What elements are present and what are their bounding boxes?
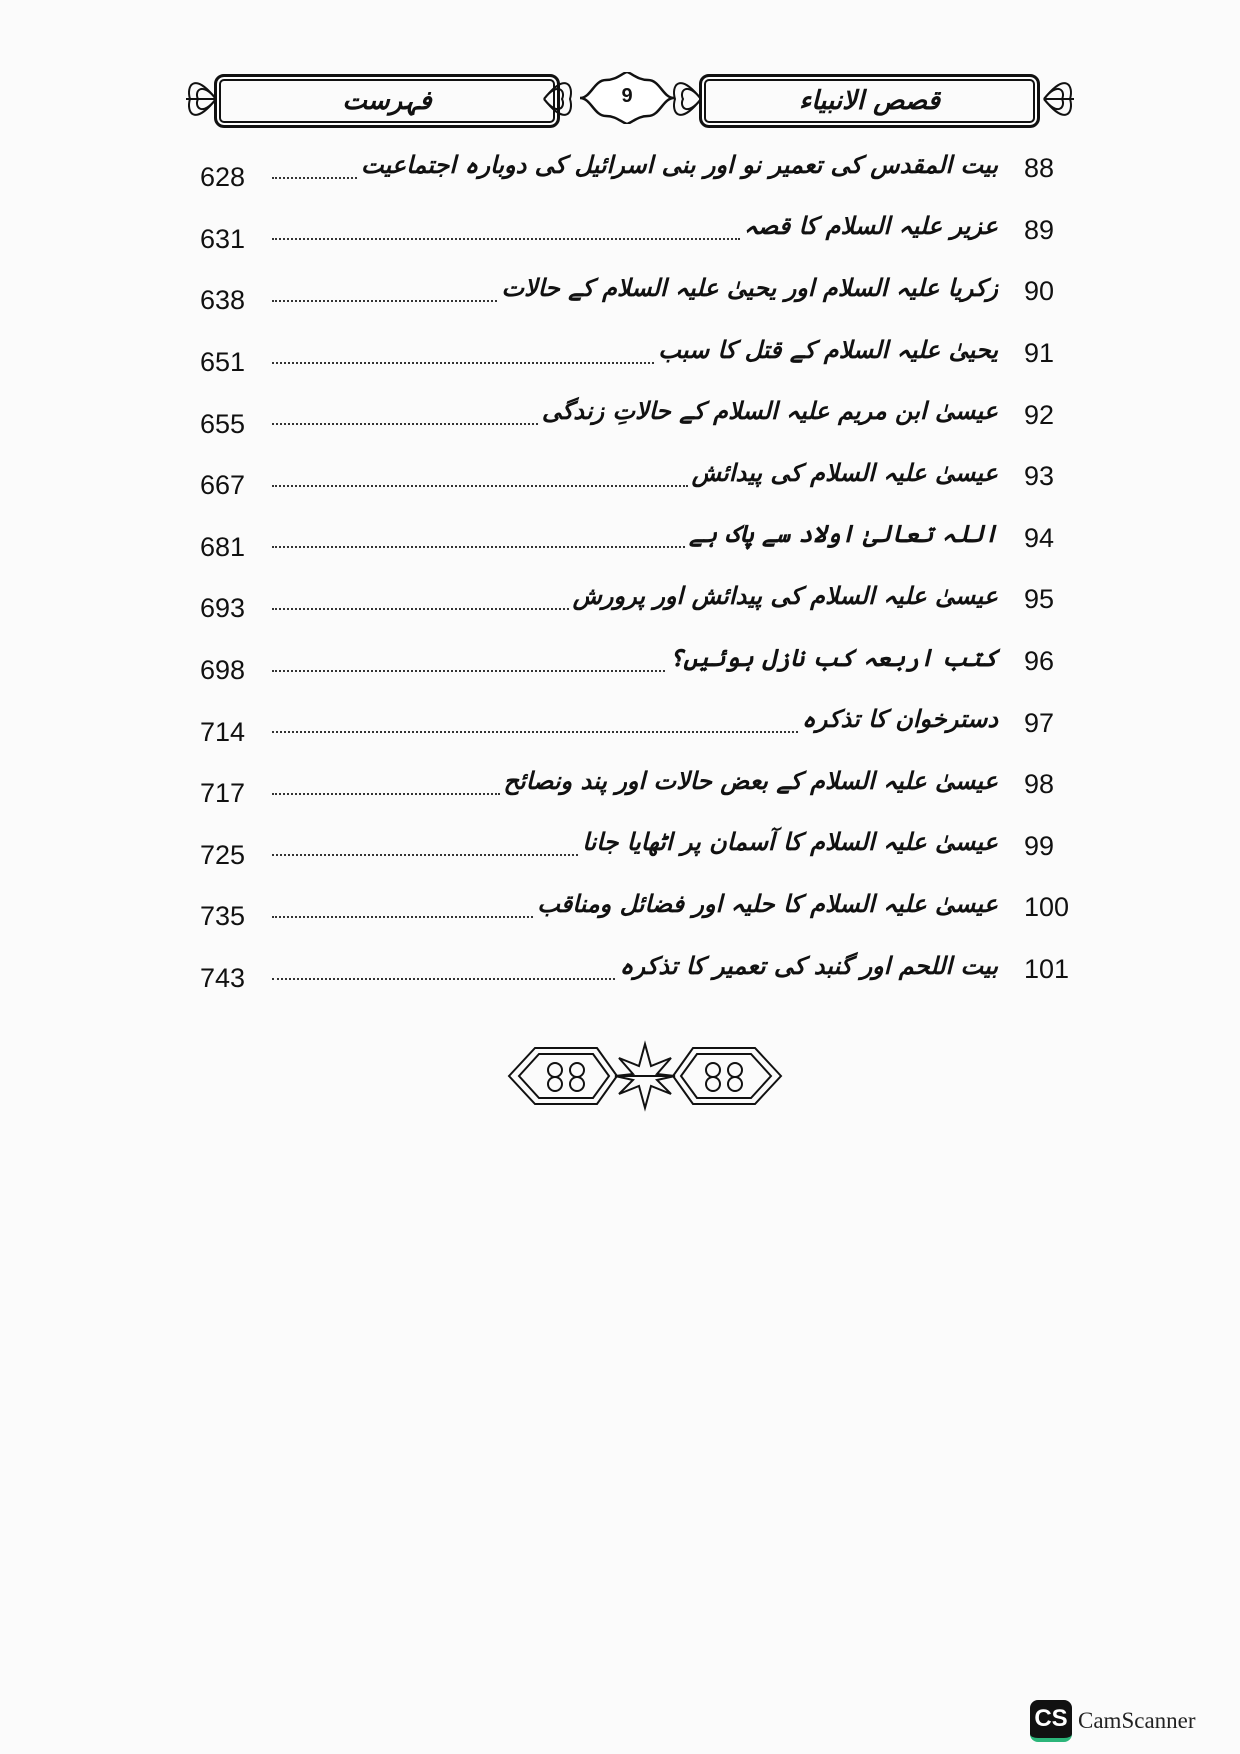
toc-entry[interactable] [200,692,1088,754]
entry-number: 96 [1024,646,1055,677]
entry-number: 90 [1024,276,1055,307]
toc-entry[interactable] [200,631,1088,693]
section-title-box [214,74,560,128]
entry-page: 631 [200,223,246,254]
camscanner-watermark [1030,1700,1196,1742]
toc-entry[interactable] [200,754,1088,816]
entry-page: 655 [200,408,246,439]
dot-leader [272,300,497,302]
entry-number: 97 [1024,707,1055,738]
dot-leader [272,608,569,610]
toc-entry[interactable] [200,508,1088,570]
toc-entry[interactable] [200,446,1088,508]
entry-title: کتب اربعہ کب نازل ہوئیں؟ [669,643,998,672]
entry-page: 651 [200,347,246,378]
entry-title: عزیر علیہ السلام کا قصہ [743,212,998,241]
toc-entry[interactable] [200,939,1088,1001]
entry-title: اللہ تعالیٰ اولاد سے پاک ہے [689,520,998,549]
entry-page: 714 [200,716,246,747]
entry-number: 98 [1024,769,1055,800]
dot-leader [272,916,533,918]
entry-title: یحییٰ علیہ السلام کے قتل کا سبب [658,335,998,364]
dot-leader [272,177,357,179]
entry-number: 92 [1024,399,1055,430]
entry-page: 667 [200,470,246,501]
entry-number: 95 [1024,584,1055,615]
dot-leader [272,546,685,548]
entry-number: 100 [1024,892,1070,923]
entry-page: 638 [200,285,246,316]
decorative-ornament-icon [505,1040,785,1112]
entry-page: 717 [200,778,246,809]
camscanner-logo-icon [1030,1700,1072,1742]
toc-entry[interactable] [200,877,1088,939]
entry-number: 88 [1024,153,1055,184]
section-title: فہرست [342,86,432,116]
entry-number: 101 [1024,954,1070,985]
dot-leader [272,854,578,856]
entry-page: 693 [200,593,246,624]
floral-ornament-icon [184,66,218,132]
page-header [184,66,1076,132]
entry-number: 94 [1024,522,1055,553]
dot-leader [272,978,615,980]
entry-page: 735 [200,901,246,932]
dot-leader [272,362,654,364]
toc-entry[interactable] [200,569,1088,631]
entry-page: 725 [200,839,246,870]
entry-title: زکریا علیہ السلام اور یحییٰ علیہ السلام کے حالات [501,273,998,302]
book-title: قصص الانبیاء [798,86,940,116]
entry-number: 93 [1024,461,1055,492]
floral-ornament-icon [1042,66,1076,132]
toc-entry[interactable] [200,816,1088,878]
dot-leader [272,731,798,733]
toc-entry[interactable] [200,323,1088,385]
entry-page: 743 [200,963,246,994]
entry-page: 698 [200,655,246,686]
dot-leader [272,423,538,425]
entry-title: عیسیٰ علیہ السلام کی پیدائش اور پرورش [572,581,998,610]
toc-entry[interactable] [200,138,1088,200]
camscanner-logo-text: CS [1034,1705,1068,1732]
toc-entry[interactable] [200,200,1088,262]
entry-title: عیسیٰ علیہ السلام کی پیدائش [691,458,998,487]
toc-entry[interactable] [200,261,1088,323]
entry-title: دسترخوان کا تذکرہ [801,705,998,734]
entry-title: عیسیٰ علیہ السلام کے بعض حالات اور پند ونصائح [503,766,998,795]
entry-number: 91 [1024,338,1055,369]
book-title-box [699,74,1040,128]
entry-page: 681 [200,531,246,562]
page-number: 9 [621,85,633,107]
dot-leader [272,238,740,240]
entry-number: 89 [1024,214,1055,245]
entry-title: بیت اللحم اور گنبد کی تعمیر کا تذکرہ [619,951,998,980]
dot-leader [272,670,665,672]
entry-page: 628 [200,162,246,193]
entry-title: عیسیٰ علیہ السلام کا آسمان پر اٹھایا جانا [582,828,998,857]
entry-title: عیسیٰ ابن مریم علیہ السلام کے حالاتِ زندگی [541,397,998,426]
toc-entry[interactable] [200,384,1088,446]
entry-title: بیت المقدس کی تعمیر نو اور بنی اسرائیل کی دوبارہ اجتماعیت [360,150,998,179]
table-of-contents [200,138,1088,1000]
dot-leader [272,793,500,795]
dot-leader [272,485,688,487]
entry-title: عیسیٰ علیہ السلام کا حلیہ اور فضائل ومناقب [537,889,998,918]
entry-number: 99 [1024,830,1055,861]
page-number-badge [576,72,678,124]
camscanner-text: CamScanner [1078,1708,1196,1733]
floral-ornament-icon [542,66,576,132]
floral-ornament-icon [669,66,703,132]
